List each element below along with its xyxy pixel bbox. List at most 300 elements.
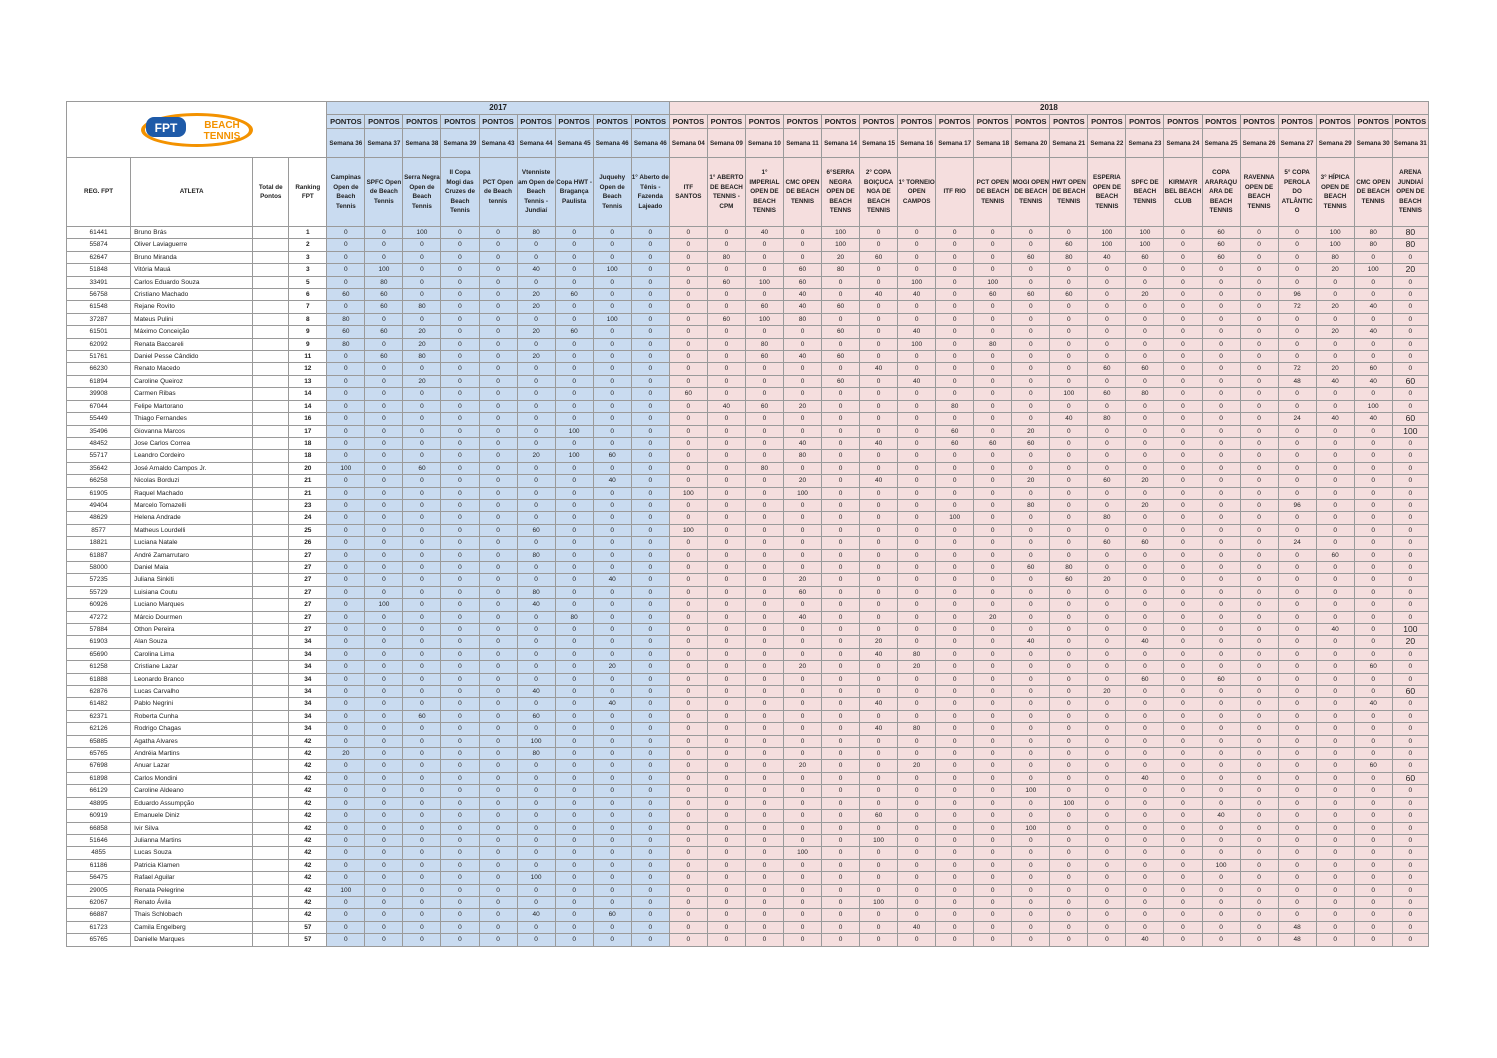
points-cell: 0 xyxy=(631,624,669,636)
points-cell: 0 xyxy=(898,710,936,722)
points-cell: 0 xyxy=(707,499,745,511)
week-2018-17: Semana 29 xyxy=(1316,129,1354,158)
week-2018-9: Semana 20 xyxy=(1012,129,1050,158)
points-cell: 0 xyxy=(479,450,517,462)
points-cell: 0 xyxy=(745,723,783,735)
points-cell: 0 xyxy=(822,363,860,375)
points-cell: 0 xyxy=(1088,450,1126,462)
points-cell: 0 xyxy=(860,499,898,511)
points-cell: 0 xyxy=(441,599,479,611)
points-cell: 0 xyxy=(365,859,403,871)
points-cell: 60 xyxy=(1126,363,1164,375)
points-cell: 0 xyxy=(403,822,441,834)
points-cell: 0 xyxy=(860,512,898,524)
points-cell: 0 xyxy=(1050,723,1088,735)
points-cell: 40 xyxy=(1126,934,1164,946)
points-cell: 0 xyxy=(1202,301,1240,313)
points-cell: 0 xyxy=(1316,921,1354,933)
points-cell: 0 xyxy=(555,797,593,809)
points-cell: 0 xyxy=(1164,624,1202,636)
points-cell: 0 xyxy=(745,834,783,846)
points-cell: 20 xyxy=(860,636,898,648)
ranking-cell: 42 xyxy=(289,735,327,747)
points-cell: 60 xyxy=(1202,673,1240,685)
points-cell: 0 xyxy=(974,487,1012,499)
points-cell: 0 xyxy=(1354,462,1392,474)
points-cell: 0 xyxy=(745,624,783,636)
points-cell: 0 xyxy=(898,524,936,536)
points-cell: 0 xyxy=(745,475,783,487)
points-cell: 0 xyxy=(1050,326,1088,338)
points-cell: 0 xyxy=(936,710,974,722)
points-cell: 100 xyxy=(1012,822,1050,834)
points-cell: 0 xyxy=(1392,462,1428,474)
points-cell: 0 xyxy=(707,636,745,648)
points-cell: 0 xyxy=(1278,264,1316,276)
points-cell: 0 xyxy=(822,785,860,797)
points-cell: 80 xyxy=(1050,561,1088,573)
points-cell: 0 xyxy=(1202,847,1240,859)
points-cell: 0 xyxy=(1126,611,1164,623)
points-cell: 0 xyxy=(1050,524,1088,536)
points-cell: 0 xyxy=(860,760,898,772)
ranking-cell: 17 xyxy=(289,425,327,437)
points-cell: 0 xyxy=(1240,896,1278,908)
points-cell: 0 xyxy=(327,574,365,586)
points-cell: 20 xyxy=(1126,499,1164,511)
points-cell: 0 xyxy=(822,810,860,822)
points-cell: 0 xyxy=(1164,636,1202,648)
points-cell: 0 xyxy=(1316,896,1354,908)
points-cell: 40 xyxy=(1354,375,1392,387)
points-cell: 0 xyxy=(441,772,479,784)
points-cell: 0 xyxy=(707,710,745,722)
table-row xyxy=(67,872,1429,884)
ranking-cell: 57 xyxy=(289,934,327,946)
points-cell: 0 xyxy=(1240,561,1278,573)
points-cell: 0 xyxy=(441,673,479,685)
ranking-cell: 27 xyxy=(289,549,327,561)
points-cell: 0 xyxy=(1202,834,1240,846)
points-cell: 0 xyxy=(1392,388,1428,400)
points-cell: 0 xyxy=(555,748,593,760)
points-cell: 0 xyxy=(1012,797,1050,809)
points-cell: 0 xyxy=(403,884,441,896)
points-cell: 0 xyxy=(1240,338,1278,350)
points-cell: 0 xyxy=(1392,921,1428,933)
pontos-header: PONTOS xyxy=(707,115,745,129)
points-cell: 0 xyxy=(822,338,860,350)
pontos-header: PONTOS xyxy=(860,115,898,129)
ranking-cell: 42 xyxy=(289,810,327,822)
points-cell: 80 xyxy=(974,338,1012,350)
points-cell: 0 xyxy=(517,276,555,288)
year-2017-header: 2017 xyxy=(327,102,670,115)
points-cell: 0 xyxy=(936,810,974,822)
ranking-cell: 34 xyxy=(289,648,327,660)
points-cell: 0 xyxy=(1354,735,1392,747)
points-cell: 0 xyxy=(745,822,783,834)
points-cell: 0 xyxy=(403,239,441,251)
points-cell: 0 xyxy=(1392,723,1428,735)
points-cell: 0 xyxy=(898,872,936,884)
points-cell: 0 xyxy=(745,847,783,859)
points-cell: 0 xyxy=(327,611,365,623)
pontos-header: PONTOS xyxy=(517,115,555,129)
points-cell: 0 xyxy=(1392,673,1428,685)
points-cell: 0 xyxy=(860,326,898,338)
points-cell: 0 xyxy=(403,896,441,908)
event-2017-2: Serra Negra Open de Beach Tennis xyxy=(403,158,441,227)
points-cell: 0 xyxy=(631,437,669,449)
week-2018-10: Semana 21 xyxy=(1050,129,1088,158)
points-cell: 40 xyxy=(860,289,898,301)
points-cell: 0 xyxy=(479,375,517,387)
points-cell: 0 xyxy=(707,686,745,698)
points-cell: 0 xyxy=(898,896,936,908)
points-cell: 0 xyxy=(707,574,745,586)
points-cell: 0 xyxy=(936,462,974,474)
points-cell: 0 xyxy=(1164,524,1202,536)
week-2017-3: Semana 39 xyxy=(441,129,479,158)
points-cell: 0 xyxy=(555,599,593,611)
points-cell: 60 xyxy=(1088,537,1126,549)
points-cell: 0 xyxy=(860,859,898,871)
points-cell: 0 xyxy=(974,425,1012,437)
athlete-name: Raquel Machado xyxy=(131,487,253,499)
points-cell: 0 xyxy=(1126,450,1164,462)
reg-cell: 60919 xyxy=(67,810,131,822)
points-cell: 0 xyxy=(707,661,745,673)
points-cell: 0 xyxy=(936,487,974,499)
points-cell: 0 xyxy=(822,686,860,698)
points-cell: 40 xyxy=(860,723,898,735)
points-cell: 0 xyxy=(555,698,593,710)
reg-cell: 51761 xyxy=(67,351,131,363)
ranking-cell: 42 xyxy=(289,797,327,809)
points-cell: 0 xyxy=(555,648,593,660)
points-cell: 0 xyxy=(327,301,365,313)
total-cell xyxy=(253,549,289,561)
points-cell: 0 xyxy=(479,599,517,611)
points-cell: 0 xyxy=(441,413,479,425)
points-cell: 0 xyxy=(669,648,707,660)
total-cell xyxy=(253,289,289,301)
points-cell: 0 xyxy=(860,549,898,561)
points-cell: 0 xyxy=(1392,648,1428,660)
points-cell: 0 xyxy=(631,760,669,772)
table-row xyxy=(67,289,1429,301)
points-cell: 0 xyxy=(974,537,1012,549)
points-cell: 0 xyxy=(974,723,1012,735)
points-cell: 0 xyxy=(1278,810,1316,822)
athlete-name: Vitória Mauá xyxy=(131,264,253,276)
points-cell: 0 xyxy=(555,834,593,846)
points-cell: 0 xyxy=(1240,909,1278,921)
reg-cell: 48895 xyxy=(67,797,131,809)
points-cell: 60 xyxy=(1354,661,1392,673)
points-cell: 0 xyxy=(1012,351,1050,363)
event-2018-5: 2° COPA BOIÇUCA NGA DE BEACH TENNIS xyxy=(860,158,898,227)
points-cell: 0 xyxy=(1202,574,1240,586)
points-cell: 80 xyxy=(1088,512,1126,524)
points-cell: 0 xyxy=(936,475,974,487)
points-cell: 0 xyxy=(669,227,707,239)
ranking-cell: 42 xyxy=(289,785,327,797)
points-cell: 60 xyxy=(365,326,403,338)
points-cell: 0 xyxy=(1240,537,1278,549)
points-cell: 0 xyxy=(517,723,555,735)
points-cell: 0 xyxy=(517,921,555,933)
points-cell: 0 xyxy=(783,363,821,375)
table-row xyxy=(67,859,1429,871)
points-cell: 60 xyxy=(403,710,441,722)
points-cell: 60 xyxy=(1050,574,1088,586)
points-cell: 0 xyxy=(1164,574,1202,586)
points-cell: 0 xyxy=(822,710,860,722)
points-cell: 0 xyxy=(860,313,898,325)
total-cell xyxy=(253,313,289,325)
event-2018-10: HWT OPEN DE BEACH TENNIS xyxy=(1050,158,1088,227)
ranking-cell: 42 xyxy=(289,847,327,859)
points-cell: 0 xyxy=(745,363,783,375)
total-cell xyxy=(253,772,289,784)
points-cell: 60 xyxy=(1392,375,1428,387)
points-cell: 40 xyxy=(1354,301,1392,313)
table-row xyxy=(67,251,1429,263)
points-cell: 0 xyxy=(1354,388,1392,400)
points-cell: 0 xyxy=(1354,537,1392,549)
points-cell: 0 xyxy=(1050,686,1088,698)
athlete-name: Renato Macedo xyxy=(131,363,253,375)
points-cell: 0 xyxy=(669,859,707,871)
points-cell: 0 xyxy=(1164,499,1202,511)
points-cell: 0 xyxy=(403,673,441,685)
points-cell: 0 xyxy=(479,289,517,301)
points-cell: 100 xyxy=(403,227,441,239)
points-cell: 0 xyxy=(822,388,860,400)
points-cell: 0 xyxy=(669,574,707,586)
points-cell: 0 xyxy=(1202,413,1240,425)
points-cell: 0 xyxy=(1202,624,1240,636)
points-cell: 100 xyxy=(783,847,821,859)
total-cell xyxy=(253,239,289,251)
points-cell: 0 xyxy=(365,624,403,636)
points-cell: 0 xyxy=(593,785,631,797)
points-cell: 0 xyxy=(1316,884,1354,896)
points-cell: 60 xyxy=(822,326,860,338)
points-cell: 0 xyxy=(327,710,365,722)
points-cell: 0 xyxy=(1050,338,1088,350)
points-cell: 0 xyxy=(517,698,555,710)
points-cell: 0 xyxy=(479,648,517,660)
points-cell: 0 xyxy=(441,425,479,437)
points-cell: 0 xyxy=(327,437,365,449)
pontos-header: PONTOS xyxy=(1202,115,1240,129)
points-cell: 0 xyxy=(745,264,783,276)
total-cell xyxy=(253,512,289,524)
points-cell: 0 xyxy=(669,810,707,822)
points-cell: 0 xyxy=(517,884,555,896)
total-cell xyxy=(253,934,289,946)
points-cell: 0 xyxy=(365,921,403,933)
reg-cell: 62876 xyxy=(67,686,131,698)
points-cell: 0 xyxy=(631,326,669,338)
points-cell: 0 xyxy=(1392,475,1428,487)
points-cell: 0 xyxy=(555,388,593,400)
points-cell: 0 xyxy=(479,586,517,598)
points-cell: 80 xyxy=(707,251,745,263)
reg-cell: 39908 xyxy=(67,388,131,400)
points-cell: 0 xyxy=(1240,549,1278,561)
points-cell: 80 xyxy=(403,351,441,363)
points-cell: 0 xyxy=(822,934,860,946)
points-cell: 0 xyxy=(745,884,783,896)
week-2018-6: Semana 16 xyxy=(898,129,936,158)
points-cell: 0 xyxy=(1126,425,1164,437)
points-cell: 0 xyxy=(1164,673,1202,685)
points-cell: 0 xyxy=(1278,797,1316,809)
points-cell: 0 xyxy=(1316,648,1354,660)
points-cell: 0 xyxy=(441,686,479,698)
points-cell: 0 xyxy=(936,760,974,772)
table-row xyxy=(67,264,1429,276)
points-cell: 0 xyxy=(479,400,517,412)
points-cell: 0 xyxy=(974,239,1012,251)
points-cell: 0 xyxy=(327,896,365,908)
points-cell: 0 xyxy=(745,934,783,946)
points-cell: 0 xyxy=(403,251,441,263)
points-cell: 0 xyxy=(1278,338,1316,350)
points-cell: 0 xyxy=(1354,425,1392,437)
points-cell: 0 xyxy=(1088,599,1126,611)
points-cell: 0 xyxy=(631,636,669,648)
points-cell: 0 xyxy=(898,251,936,263)
points-cell: 0 xyxy=(1354,611,1392,623)
points-cell: 0 xyxy=(936,561,974,573)
points-cell: 0 xyxy=(1202,710,1240,722)
points-cell: 100 xyxy=(1316,227,1354,239)
points-cell: 60 xyxy=(1354,363,1392,375)
points-cell: 0 xyxy=(1316,537,1354,549)
points-cell: 0 xyxy=(898,574,936,586)
points-cell: 20 xyxy=(517,301,555,313)
points-cell: 0 xyxy=(1164,388,1202,400)
points-cell: 0 xyxy=(403,648,441,660)
points-cell: 0 xyxy=(403,537,441,549)
points-cell: 0 xyxy=(403,661,441,673)
points-cell: 40 xyxy=(593,698,631,710)
points-cell: 0 xyxy=(1050,586,1088,598)
points-cell: 0 xyxy=(783,859,821,871)
points-cell: 0 xyxy=(327,698,365,710)
points-cell: 60 xyxy=(1316,549,1354,561)
points-cell: 0 xyxy=(1202,611,1240,623)
points-cell: 0 xyxy=(974,400,1012,412)
points-cell: 0 xyxy=(479,475,517,487)
points-cell: 60 xyxy=(365,351,403,363)
points-cell: 0 xyxy=(593,276,631,288)
points-cell: 0 xyxy=(403,499,441,511)
points-cell: 80 xyxy=(1392,239,1428,251)
points-cell: 0 xyxy=(783,834,821,846)
points-cell: 0 xyxy=(365,499,403,511)
points-cell: 0 xyxy=(898,797,936,809)
points-cell: 0 xyxy=(1354,859,1392,871)
points-cell: 0 xyxy=(1126,413,1164,425)
points-cell: 0 xyxy=(327,276,365,288)
points-cell: 0 xyxy=(365,698,403,710)
points-cell: 0 xyxy=(822,289,860,301)
points-cell: 0 xyxy=(517,797,555,809)
points-cell: 0 xyxy=(1050,313,1088,325)
points-cell: 0 xyxy=(745,872,783,884)
table-row xyxy=(67,375,1429,387)
points-cell: 0 xyxy=(327,822,365,834)
pontos-header: PONTOS xyxy=(1050,115,1088,129)
fpt-beach-tennis-logo xyxy=(67,102,326,157)
points-cell: 100 xyxy=(860,896,898,908)
points-cell: 0 xyxy=(860,264,898,276)
points-cell: 0 xyxy=(822,437,860,449)
event-2017-7: Juquehy Open de Beach Tennis xyxy=(593,158,631,227)
points-cell: 0 xyxy=(365,400,403,412)
pontos-header: PONTOS xyxy=(1392,115,1428,129)
points-cell: 0 xyxy=(1240,487,1278,499)
points-cell: 0 xyxy=(1392,251,1428,263)
points-cell: 24 xyxy=(1278,537,1316,549)
points-cell: 0 xyxy=(631,475,669,487)
table-row xyxy=(67,896,1429,908)
points-cell: 0 xyxy=(593,462,631,474)
points-cell: 20 xyxy=(1088,686,1126,698)
points-cell: 0 xyxy=(517,822,555,834)
points-cell: 0 xyxy=(593,847,631,859)
points-cell: 0 xyxy=(1012,326,1050,338)
total-cell xyxy=(253,673,289,685)
points-cell: 0 xyxy=(1202,686,1240,698)
points-cell: 0 xyxy=(1392,326,1428,338)
logo-badge-icon xyxy=(138,111,256,149)
points-cell: 0 xyxy=(593,289,631,301)
points-cell: 0 xyxy=(403,686,441,698)
points-cell: 0 xyxy=(631,239,669,251)
ranking-cell: 27 xyxy=(289,561,327,573)
points-cell: 0 xyxy=(1050,537,1088,549)
points-cell: 0 xyxy=(1126,748,1164,760)
points-cell: 0 xyxy=(555,921,593,933)
points-cell: 0 xyxy=(1088,673,1126,685)
table-row xyxy=(67,524,1429,536)
reg-cell: 55717 xyxy=(67,450,131,462)
athlete-name: Daniel Maia xyxy=(131,561,253,573)
points-cell: 0 xyxy=(1202,375,1240,387)
reg-fpt-header: REG. FPT xyxy=(67,158,131,227)
points-cell: 0 xyxy=(974,772,1012,784)
points-cell: 0 xyxy=(898,822,936,834)
points-cell: 0 xyxy=(1012,338,1050,350)
points-cell: 0 xyxy=(517,400,555,412)
points-cell: 0 xyxy=(669,735,707,747)
pontos-header: PONTOS xyxy=(745,115,783,129)
points-cell: 0 xyxy=(1240,723,1278,735)
points-cell: 0 xyxy=(860,710,898,722)
points-cell: 0 xyxy=(555,276,593,288)
points-cell: 0 xyxy=(593,624,631,636)
points-cell: 0 xyxy=(327,251,365,263)
points-cell: 0 xyxy=(936,636,974,648)
table-row xyxy=(67,921,1429,933)
